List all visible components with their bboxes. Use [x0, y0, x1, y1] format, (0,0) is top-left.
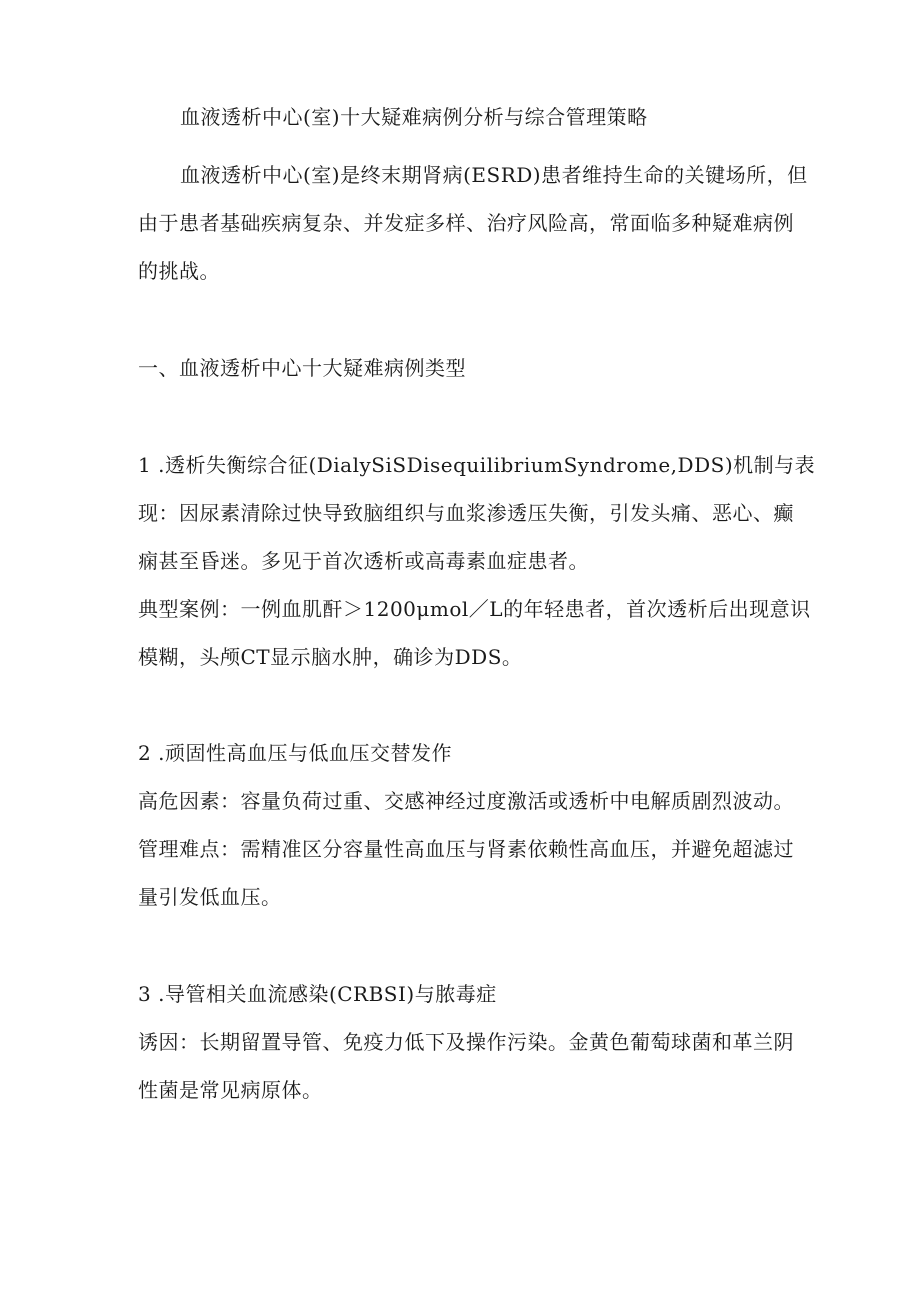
- item3-line-2: 诱因：长期留置导管、免疫力低下及操作污染。金黄色葡萄球菌和革兰阴: [138, 1030, 794, 1054]
- item2-line-3: 管理难点：需精准区分容量性高血压与肾素依赖性高血压，并避免超滤过: [138, 837, 794, 861]
- document-title: 血液透析中心(室)十大疑难病例分析与综合管理策略: [180, 105, 648, 129]
- item2-line-1: 2 .顽固性高血压与低血压交替发作: [138, 741, 452, 765]
- item1-line-4: 典型案例：一例血肌酐＞1200μmol／L的年轻患者，首次透析后出现意识: [138, 597, 811, 621]
- item1-line-2: 现：因尿素清除过快导致脑组织与血浆渗透压失衡，引发头痛、恶心、癫: [138, 501, 794, 525]
- item1-line-3: 痫甚至昏迷。多见于首次透析或高毒素血症患者。: [138, 549, 589, 573]
- item1-line-1: 1 .透析失衡综合征(DialySiSDisequilibriumSyndrome,DDS)机制与表: [138, 453, 816, 477]
- item1-line-5: 模糊，头颅CT显示脑水肿，确诊为DDS。: [138, 645, 523, 669]
- item3-line-1: 3 .导管相关血流感染(CRBSI)与脓毒症: [138, 982, 497, 1006]
- item2-line-2: 高危因素：容量负荷过重、交感神经过度激活或透析中电解质剧烈波动。: [138, 789, 794, 813]
- intro-line-2: 由于患者基础疾病复杂、并发症多样、治疗风险高，常面临多种疑难病例: [138, 211, 794, 235]
- section-heading: 一、血液透析中心十大疑难病例类型: [138, 356, 466, 380]
- item3-line-3: 性菌是常见病原体。: [138, 1078, 323, 1102]
- intro-line-3: 的挑战。: [138, 259, 220, 283]
- item2-line-4: 量引发低血压。: [138, 885, 282, 909]
- intro-line-1: 血液透析中心(室)是终末期肾病(ESRD)患者维持生命的关键场所，但: [180, 163, 808, 187]
